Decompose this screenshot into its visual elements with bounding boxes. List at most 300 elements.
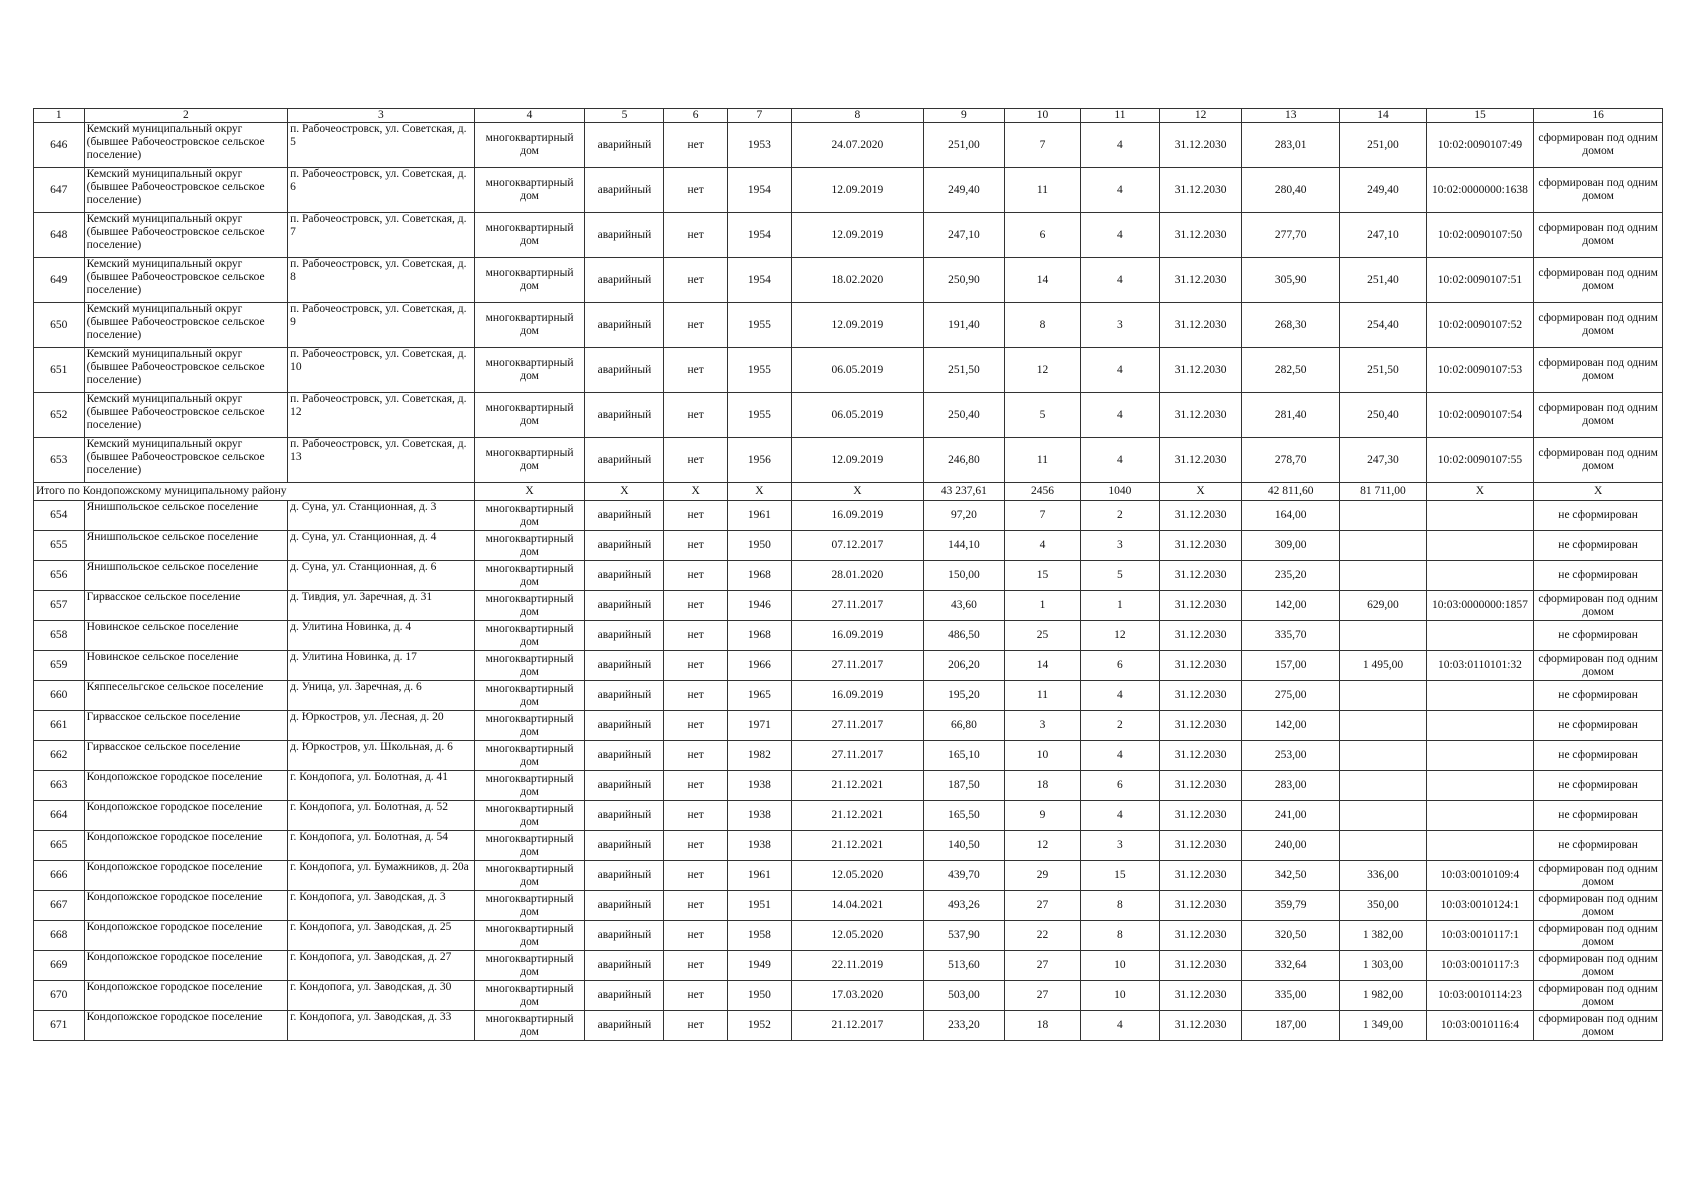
area-cell: 43,60 [923,591,1004,621]
table-row [34,348,1663,393]
land-status-cell: не сформирован [1534,501,1663,531]
year-built-cell: 1952 [727,1011,791,1041]
apartments-cell: 10 [1080,951,1159,981]
condition-cell: аварийный [585,531,664,561]
column-number: 16 [1534,109,1663,123]
flag-cell: нет [664,951,727,981]
deadline-cell: 31.12.2030 [1159,981,1241,1011]
address-cell: г. Кондопога, ул. Заводская, д. 33 [288,1011,475,1041]
land-status-cell: не сформирован [1534,771,1663,801]
address-cell: г. Кондопога, ул. Болотная, д. 52 [288,801,475,831]
area-cell: 493,26 [923,891,1004,921]
land-area-cell [1340,741,1426,771]
year-built-cell: 1956 [727,438,791,483]
building-type-cell: многоквартирный дом [474,681,585,711]
flag-cell: нет [664,711,727,741]
area-cell: 486,50 [923,621,1004,651]
flag-cell: нет [664,651,727,681]
land-area-cell: 250,40 [1340,393,1426,438]
value-13-cell: 253,00 [1242,741,1340,771]
table-row [34,213,1663,258]
cadastral-number-cell: 10:03:0010114:23 [1426,981,1534,1011]
column-number: 7 [727,109,791,123]
building-type-cell: многоквартирный дом [474,771,585,801]
row-number-cell: 669 [34,951,85,981]
land-area-cell: 629,00 [1340,591,1426,621]
building-type-cell: многоквартирный дом [474,501,585,531]
recognition-date-cell: 16.09.2019 [792,681,924,711]
land-area-cell [1340,531,1426,561]
area-cell: 206,20 [923,651,1004,681]
land-status-cell: сформирован под одним домом [1534,981,1663,1011]
municipality-cell: Кондопожское городское поселение [84,861,287,891]
condition-cell: аварийный [585,981,664,1011]
year-built-cell: 1955 [727,348,791,393]
apartments-cell: 4 [1080,741,1159,771]
flag-cell: нет [664,393,727,438]
year-built-cell: 1971 [727,711,791,741]
address-cell: г. Кондопога, ул. Заводская, д. 27 [288,951,475,981]
cadastral-number-cell: 10:03:0010117:1 [1426,921,1534,951]
area-cell: 251,50 [923,348,1004,393]
land-status-cell: не сформирован [1534,741,1663,771]
recognition-date-cell: 16.09.2019 [792,621,924,651]
municipality-cell: Кемский муниципальный округ (бывшее Рабочеостровское сельское поселение) [84,258,287,303]
cadastral-number-cell: 10:02:0090107:51 [1426,258,1534,303]
table-row [34,303,1663,348]
value-13-cell: 268,30 [1242,303,1340,348]
deadline-cell: 31.12.2030 [1159,741,1241,771]
table-body [34,109,1663,1041]
municipality-cell: Янишпольское сельское поселение [84,561,287,591]
value-13-cell: 142,00 [1242,711,1340,741]
residents-cell: 22 [1004,921,1080,951]
table-row [34,771,1663,801]
apartments-cell: 3 [1080,303,1159,348]
residents-cell: 27 [1004,891,1080,921]
year-built-cell: 1954 [727,168,791,213]
condition-cell: аварийный [585,861,664,891]
land-area-cell: 350,00 [1340,891,1426,921]
recognition-date-cell: 12.05.2020 [792,861,924,891]
residents-cell: 7 [1004,123,1080,168]
apartments-cell: 4 [1080,168,1159,213]
residents-cell: 11 [1004,438,1080,483]
land-status-cell: сформирован под одним домом [1534,1011,1663,1041]
apartments-cell: 2 [1080,711,1159,741]
year-built-cell: 1938 [727,831,791,861]
condition-cell: аварийный [585,921,664,951]
area-cell: 247,10 [923,213,1004,258]
area-cell: 66,80 [923,711,1004,741]
apartments-cell: 3 [1080,831,1159,861]
land-area-cell: 1 303,00 [1340,951,1426,981]
total-row [34,483,1663,501]
municipality-cell: Кондопожское городское поселение [84,771,287,801]
deadline-cell: 31.12.2030 [1159,861,1241,891]
condition-cell: аварийный [585,303,664,348]
year-built-cell: 1958 [727,921,791,951]
apartments-cell: 4 [1080,348,1159,393]
row-number-cell: 657 [34,591,85,621]
address-cell: д. Улитина Новинка, д. 4 [288,621,475,651]
flag-cell: нет [664,168,727,213]
total-cell: 1040 [1080,483,1159,501]
address-cell: д. Тивдия, ул. Заречная, д. 31 [288,591,475,621]
row-number-cell: 652 [34,393,85,438]
row-number-cell: 660 [34,681,85,711]
municipality-cell: Кемский муниципальный округ (бывшее Рабочеостровское сельское поселение) [84,303,287,348]
flag-cell: нет [664,213,727,258]
recognition-date-cell: 06.05.2019 [792,348,924,393]
recognition-date-cell: 14.04.2021 [792,891,924,921]
table-row [34,531,1663,561]
deadline-cell: 31.12.2030 [1159,213,1241,258]
row-number-cell: 655 [34,531,85,561]
cadastral-number-cell: 10:03:0010124:1 [1426,891,1534,921]
deadline-cell: 31.12.2030 [1159,681,1241,711]
table-row [34,501,1663,531]
deadline-cell: 31.12.2030 [1159,348,1241,393]
land-status-cell: сформирован под одним домом [1534,213,1663,258]
residents-cell: 14 [1004,651,1080,681]
land-area-cell [1340,831,1426,861]
residents-cell: 14 [1004,258,1080,303]
total-cell: 43 237,61 [923,483,1004,501]
table-row [34,123,1663,168]
apartments-cell: 4 [1080,1011,1159,1041]
apartments-cell: 4 [1080,213,1159,258]
land-status-cell: сформирован под одним домом [1534,951,1663,981]
building-type-cell: многоквартирный дом [474,621,585,651]
land-status-cell: сформирован под одним домом [1534,258,1663,303]
building-type-cell: многоквартирный дом [474,303,585,348]
residents-cell: 12 [1004,831,1080,861]
area-cell: 233,20 [923,1011,1004,1041]
municipality-cell: Кондопожское городское поселение [84,1011,287,1041]
deadline-cell: 31.12.2030 [1159,591,1241,621]
cadastral-number-cell: 10:03:0010116:4 [1426,1011,1534,1041]
value-13-cell: 280,40 [1242,168,1340,213]
residents-cell: 1 [1004,591,1080,621]
recognition-date-cell: 12.09.2019 [792,438,924,483]
deadline-cell: 31.12.2030 [1159,393,1241,438]
column-number: 8 [792,109,924,123]
value-13-cell: 157,00 [1242,651,1340,681]
row-number-cell: 650 [34,303,85,348]
apartments-cell: 4 [1080,123,1159,168]
municipality-cell: Кемский муниципальный округ (бывшее Рабочеостровское сельское поселение) [84,213,287,258]
recognition-date-cell: 12.09.2019 [792,303,924,348]
recognition-date-cell: 27.11.2017 [792,591,924,621]
cadastral-number-cell: 10:03:0010117:3 [1426,951,1534,981]
land-status-cell: сформирован под одним домом [1534,123,1663,168]
building-type-cell: многоквартирный дом [474,891,585,921]
apartments-cell: 8 [1080,921,1159,951]
deadline-cell: 31.12.2030 [1159,921,1241,951]
total-label: Итого по Кондопожскому муниципальному району [34,483,475,501]
total-cell: X [1426,483,1534,501]
address-cell: д. Юркостров, ул. Школьная, д. 6 [288,741,475,771]
row-number-cell: 651 [34,348,85,393]
address-cell: п. Рабочеостровск, ул. Советская, д. 13 [288,438,475,483]
recognition-date-cell: 06.05.2019 [792,393,924,438]
building-type-cell: многоквартирный дом [474,981,585,1011]
row-number-cell: 661 [34,711,85,741]
cadastral-number-cell: 10:03:0110101:32 [1426,651,1534,681]
value-13-cell: 335,70 [1242,621,1340,651]
land-area-cell: 1 982,00 [1340,981,1426,1011]
residents-cell: 11 [1004,168,1080,213]
flag-cell: нет [664,801,727,831]
municipality-cell: Кондопожское городское поселение [84,831,287,861]
land-area-cell [1340,681,1426,711]
land-status-cell: не сформирован [1534,831,1663,861]
year-built-cell: 1951 [727,891,791,921]
building-type-cell: многоквартирный дом [474,651,585,681]
year-built-cell: 1954 [727,213,791,258]
flag-cell: нет [664,348,727,393]
housing-register-table [33,108,1663,1041]
area-cell: 140,50 [923,831,1004,861]
condition-cell: аварийный [585,831,664,861]
residents-cell: 10 [1004,741,1080,771]
building-type-cell: многоквартирный дом [474,438,585,483]
table-row [34,1011,1663,1041]
table-row [34,831,1663,861]
municipality-cell: Кяппесельгское сельское поселение [84,681,287,711]
deadline-cell: 31.12.2030 [1159,621,1241,651]
recognition-date-cell: 07.12.2017 [792,531,924,561]
area-cell: 165,50 [923,801,1004,831]
residents-cell: 5 [1004,393,1080,438]
row-number-cell: 667 [34,891,85,921]
cadastral-number-cell: 10:02:0090107:49 [1426,123,1534,168]
deadline-cell: 31.12.2030 [1159,561,1241,591]
recognition-date-cell: 21.12.2017 [792,1011,924,1041]
residents-cell: 18 [1004,771,1080,801]
year-built-cell: 1955 [727,303,791,348]
flag-cell: нет [664,891,727,921]
year-built-cell: 1982 [727,741,791,771]
total-cell: 42 811,60 [1242,483,1340,501]
value-13-cell: 283,00 [1242,771,1340,801]
area-cell: 144,10 [923,531,1004,561]
deadline-cell: 31.12.2030 [1159,831,1241,861]
residents-cell: 29 [1004,861,1080,891]
total-cell: X [1159,483,1241,501]
recognition-date-cell: 12.05.2020 [792,921,924,951]
value-13-cell: 240,00 [1242,831,1340,861]
cadastral-number-cell [1426,831,1534,861]
land-status-cell: сформирован под одним домом [1534,591,1663,621]
table-row [34,651,1663,681]
total-cell: X [792,483,924,501]
year-built-cell: 1955 [727,393,791,438]
apartments-cell: 4 [1080,393,1159,438]
column-number: 9 [923,109,1004,123]
area-cell: 97,20 [923,501,1004,531]
recognition-date-cell: 17.03.2020 [792,981,924,1011]
value-13-cell: 359,79 [1242,891,1340,921]
land-status-cell: не сформирован [1534,561,1663,591]
flag-cell: нет [664,123,727,168]
land-area-cell: 251,50 [1340,348,1426,393]
area-cell: 191,40 [923,303,1004,348]
residents-cell: 11 [1004,681,1080,711]
table-row [34,741,1663,771]
apartments-cell: 2 [1080,501,1159,531]
value-13-cell: 281,40 [1242,393,1340,438]
area-cell: 250,90 [923,258,1004,303]
condition-cell: аварийный [585,771,664,801]
deadline-cell: 31.12.2030 [1159,501,1241,531]
row-number-cell: 666 [34,861,85,891]
value-13-cell: 278,70 [1242,438,1340,483]
recognition-date-cell: 12.09.2019 [792,168,924,213]
cadastral-number-cell: 10:02:0090107:50 [1426,213,1534,258]
recognition-date-cell: 28.01.2020 [792,561,924,591]
row-number-cell: 665 [34,831,85,861]
address-cell: д. Суна, ул. Станционная, д. 4 [288,531,475,561]
land-area-cell: 1 382,00 [1340,921,1426,951]
building-type-cell: многоквартирный дом [474,741,585,771]
flag-cell: нет [664,921,727,951]
flag-cell: нет [664,831,727,861]
land-area-cell [1340,801,1426,831]
residents-cell: 18 [1004,1011,1080,1041]
year-built-cell: 1968 [727,621,791,651]
cadastral-number-cell: 10:02:0090107:54 [1426,393,1534,438]
year-built-cell: 1966 [727,651,791,681]
apartments-cell: 4 [1080,438,1159,483]
condition-cell: аварийный [585,741,664,771]
land-status-cell: сформирован под одним домом [1534,303,1663,348]
total-cell: X [474,483,585,501]
area-cell: 250,40 [923,393,1004,438]
area-cell: 187,50 [923,771,1004,801]
building-type-cell: многоквартирный дом [474,531,585,561]
condition-cell: аварийный [585,591,664,621]
row-number-cell: 654 [34,501,85,531]
recognition-date-cell: 12.09.2019 [792,213,924,258]
table-row [34,861,1663,891]
year-built-cell: 1968 [727,561,791,591]
residents-cell: 15 [1004,561,1080,591]
residents-cell: 25 [1004,621,1080,651]
building-type-cell: многоквартирный дом [474,123,585,168]
condition-cell: аварийный [585,951,664,981]
municipality-cell: Кемский муниципальный округ (бывшее Рабочеостровское сельское поселение) [84,123,287,168]
address-cell: г. Кондопога, ул. Заводская, д. 3 [288,891,475,921]
residents-cell: 9 [1004,801,1080,831]
building-type-cell: многоквартирный дом [474,213,585,258]
area-cell: 513,60 [923,951,1004,981]
year-built-cell: 1949 [727,951,791,981]
deadline-cell: 31.12.2030 [1159,168,1241,213]
address-cell: п. Рабочеостровск, ул. Советская, д. 5 [288,123,475,168]
area-cell: 537,90 [923,921,1004,951]
table-row [34,981,1663,1011]
land-status-cell: сформирован под одним домом [1534,651,1663,681]
condition-cell: аварийный [585,561,664,591]
condition-cell: аварийный [585,123,664,168]
year-built-cell: 1953 [727,123,791,168]
column-number: 12 [1159,109,1241,123]
apartments-cell: 4 [1080,801,1159,831]
building-type-cell: многоквартирный дом [474,591,585,621]
table-row [34,438,1663,483]
land-status-cell: не сформирован [1534,801,1663,831]
deadline-cell: 31.12.2030 [1159,1011,1241,1041]
address-cell: г. Кондопога, ул. Заводская, д. 30 [288,981,475,1011]
cadastral-number-cell: 10:02:0090107:55 [1426,438,1534,483]
apartments-cell: 6 [1080,771,1159,801]
row-number-cell: 649 [34,258,85,303]
land-area-cell: 247,10 [1340,213,1426,258]
apartments-cell: 8 [1080,891,1159,921]
municipality-cell: Гирвасское сельское поселение [84,741,287,771]
flag-cell: нет [664,981,727,1011]
land-area-cell: 254,40 [1340,303,1426,348]
recognition-date-cell: 21.12.2021 [792,771,924,801]
land-status-cell: сформирован под одним домом [1534,438,1663,483]
area-cell: 249,40 [923,168,1004,213]
recognition-date-cell: 21.12.2021 [792,831,924,861]
land-status-cell: не сформирован [1534,711,1663,741]
apartments-cell: 6 [1080,651,1159,681]
land-status-cell: не сформирован [1534,681,1663,711]
land-area-cell: 251,00 [1340,123,1426,168]
row-number-cell: 658 [34,621,85,651]
land-area-cell [1340,561,1426,591]
apartments-cell: 12 [1080,621,1159,651]
value-13-cell: 320,50 [1242,921,1340,951]
address-cell: п. Рабочеостровск, ул. Советская, д. 6 [288,168,475,213]
deadline-cell: 31.12.2030 [1159,258,1241,303]
land-status-cell: сформирован под одним домом [1534,168,1663,213]
land-status-cell: не сформирован [1534,531,1663,561]
recognition-date-cell: 18.02.2020 [792,258,924,303]
table-row [34,711,1663,741]
flag-cell: нет [664,681,727,711]
value-13-cell: 342,50 [1242,861,1340,891]
area-cell: 195,20 [923,681,1004,711]
table-row [34,801,1663,831]
building-type-cell: многоквартирный дом [474,561,585,591]
flag-cell: нет [664,621,727,651]
land-area-cell: 1 349,00 [1340,1011,1426,1041]
deadline-cell: 31.12.2030 [1159,891,1241,921]
value-13-cell: 275,00 [1242,681,1340,711]
value-13-cell: 282,50 [1242,348,1340,393]
area-cell: 439,70 [923,861,1004,891]
land-area-cell [1340,711,1426,741]
residents-cell: 8 [1004,303,1080,348]
flag-cell: нет [664,771,727,801]
apartments-cell: 3 [1080,531,1159,561]
land-area-cell: 336,00 [1340,861,1426,891]
residents-cell: 27 [1004,981,1080,1011]
address-cell: г. Кондопога, ул. Бумажников, д. 20а [288,861,475,891]
municipality-cell: Гирвасское сельское поселение [84,591,287,621]
cadastral-number-cell: 10:03:0000000:1857 [1426,591,1534,621]
cadastral-number-cell: 10:03:0010109:4 [1426,861,1534,891]
municipality-cell: Кондопожское городское поселение [84,921,287,951]
year-built-cell: 1946 [727,591,791,621]
municipality-cell: Кемский муниципальный округ (бывшее Рабочеостровское сельское поселение) [84,438,287,483]
address-cell: г. Кондопога, ул. Болотная, д. 54 [288,831,475,861]
